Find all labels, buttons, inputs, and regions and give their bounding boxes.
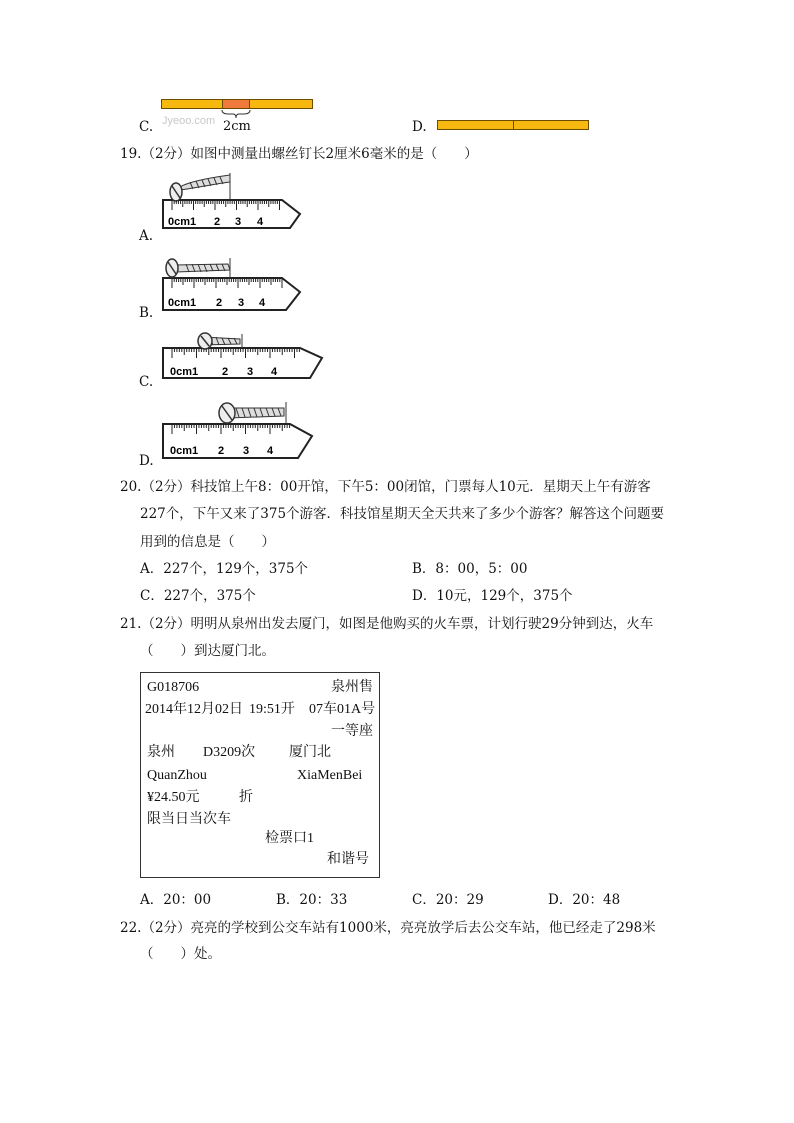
ruler-d-tick-2: 2 [218, 445, 225, 457]
screw-b [166, 259, 230, 277]
q20-line3: 用到的信息是（ ） [140, 534, 275, 550]
ruler-d [160, 396, 320, 466]
q22-line1: 22.（2分）亮亮的学校到公交车站有1000米，亮亮放学后去公交车站，他已经走了298米 [120, 920, 656, 936]
ticket-class: 一等座 [331, 724, 373, 739]
ruler-a-tick-3: 3 [235, 216, 242, 228]
option-b-label[interactable]: B. [139, 305, 154, 321]
option-c-bar-left [161, 99, 223, 109]
ticket-brand: 和谐号 [327, 852, 369, 867]
ruler-b [160, 252, 310, 317]
q21-option-b[interactable]: B．20：33 [276, 892, 348, 908]
q21-line2: （ ）到达厦门北。 [140, 643, 275, 659]
option-c-label-q19[interactable]: C. [139, 374, 154, 390]
ruler-a-label: 0cm1 [168, 216, 197, 228]
ruler-a [160, 170, 310, 235]
ruler-b-tick-2: 2 [216, 297, 223, 309]
train-ticket [140, 672, 380, 878]
ticket-time: 19:51开 [249, 702, 295, 717]
ruler-b-tick-3: 3 [238, 297, 245, 309]
q21-option-d[interactable]: D．20：48 [548, 892, 621, 908]
ruler-c-label: 0cm1 [170, 366, 199, 378]
ruler-d-tick-4: 4 [267, 445, 274, 457]
option-d-label[interactable]: D. [412, 119, 427, 135]
ruler-d-label: 0cm1 [170, 445, 199, 457]
q21-line1: 21.（2分）明明从泉州出发去厦门，如图是他购买的火车票，计划行驶29分钟到达，火车 [120, 616, 654, 632]
ruler-a-tick-2: 2 [214, 216, 221, 228]
ticket-discount: 折 [239, 790, 253, 805]
q20-line1: 20.（2分）科技馆上午8：00开馆，下午5：00闭馆，门票每人10元．星期天上午有游客 [120, 479, 651, 495]
option-c-watermark: Jyeoo.com [162, 115, 216, 127]
option-c-bar-highlight [222, 99, 250, 109]
q20-line2: 227个，下午又来了375个游客．科技馆星期天全天共来了多少个游客？解答这个问题要 [140, 506, 665, 522]
ruler-d-tick-3: 3 [243, 445, 250, 457]
option-d-bar-left [437, 120, 514, 130]
ruler-a-tick-4: 4 [257, 216, 264, 228]
ticket-to-en: XiaMenBei [297, 768, 363, 783]
ticket-from-en: QuanZhou [147, 768, 207, 783]
ruler-b-tick-4: 4 [259, 297, 266, 309]
ruler-b-label: 0cm1 [168, 297, 197, 309]
screw-a [170, 175, 230, 201]
ticket-price: ¥24.50元 [147, 790, 200, 805]
ticket-gate: 检票口1 [265, 831, 314, 846]
screw-c [198, 333, 240, 349]
q20-option-a[interactable]: A．227个，129个，375个 [140, 561, 309, 577]
option-c-measure: 2cm [223, 119, 251, 134]
ticket-train: D3209次 [203, 745, 256, 760]
option-a-label[interactable]: A. [139, 228, 154, 244]
ruler-c-tick-3: 3 [247, 366, 254, 378]
q21-option-c[interactable]: C．20：29 [412, 892, 484, 908]
q19-stem: 19.（2分）如图中测量出螺丝钉长2厘米6毫米的是（ ） [120, 146, 478, 162]
ticket-code: G018706 [147, 680, 200, 695]
option-c-bar-right [249, 99, 313, 109]
q21-option-a[interactable]: A．20：00 [140, 892, 212, 908]
option-c-label[interactable]: C. [139, 119, 154, 135]
q20-option-b[interactable]: B．8：00，5：00 [412, 561, 528, 577]
ticket-date: 2014年12月02日 [145, 702, 243, 717]
q20-option-c[interactable]: C．227个，375个 [140, 588, 256, 604]
ticket-valid: 限当日当次车 [147, 812, 231, 827]
ticket-from-cn: 泉州 [147, 745, 175, 760]
ticket-seat: 07车01A号 [309, 702, 376, 717]
screw-d [219, 403, 284, 423]
ruler-c-tick-2: 2 [222, 366, 229, 378]
option-d-bar-right [513, 120, 589, 130]
ruler-c [160, 328, 330, 384]
q20-option-d[interactable]: D．10元，129个，375个 [412, 588, 573, 604]
option-c-brace [220, 109, 252, 119]
ruler-c-tick-4: 4 [271, 366, 278, 378]
q22-line2: （ ）处。 [140, 946, 221, 962]
option-d-label-q19[interactable]: D. [139, 453, 154, 469]
ticket-to-cn: 厦门北 [289, 745, 331, 760]
ticket-seller: 泉州售 [331, 680, 373, 695]
